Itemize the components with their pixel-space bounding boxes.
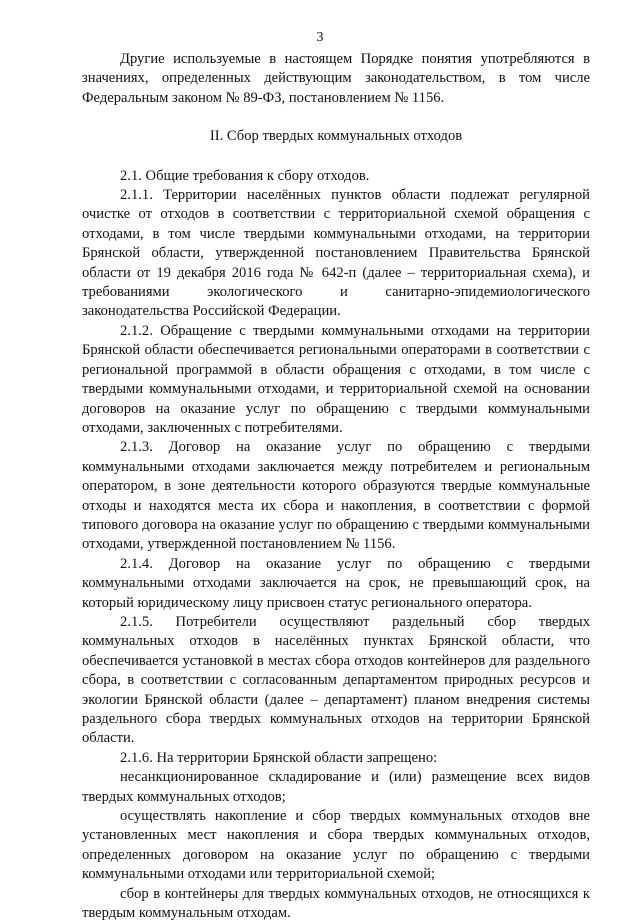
- paragraph-2-1-6: 2.1.6. На территории Брянской области запрещено:: [120, 749, 438, 766]
- paragraph-2-1: 2.1. Общие требования к сбору отходов.: [120, 167, 370, 184]
- prohibition-item: осуществлять накопление и сбор твердых коммунальных отходов вне установленных мест накопления и сбора твердых коммунальных отходов, определенных договором на оказание услуг по обращению с твердыми коммунальными отходами или территориальной схемой;: [82, 808, 590, 883]
- page-number: 3: [316, 30, 324, 45]
- section-heading: II. Сбор твердых коммунальных отходов: [209, 128, 463, 145]
- paragraph-2-1-4: 2.1.4. Договор на оказание услуг по обращению с твердыми коммунальными отходами заключается на срок, не превышающий срок, на который юридическому лицу присвоен статус регионального оператора.: [82, 555, 590, 611]
- intro-paragraph: Другие используемые в настоящем Порядке понятия употребляются в значениях, определенных действующим законодательством, в том числе Федеральным законом № 89-ФЗ, постановлением № 1156.: [82, 51, 590, 106]
- prohibition-item: несанкционированное складирование и (или) размещение всех видов твердых коммунальных отходов;: [82, 769, 590, 805]
- paragraph-2-1-2: 2.1.2. Обращение с твердыми коммунальными отходами на территории Брянской области обеспечивается региональными операторами в соответствии с региональной программой в области обращения с отходами, в том числе с твердыми коммунальными отходами, и территориальной схемой на основании договоров на оказание услуг по обращению с твердыми коммунальными отходами, заключенных с потребителями.: [82, 322, 590, 436]
- document-body: [82, 50, 590, 923]
- paragraph-2-1-3: 2.1.3. Договор на оказание услуг по обращению с твердыми коммунальными отходами заключается между потребителем и региональным оператором, в зоне деятельности которого образуются твердые коммунальные отходы и находятся места их сбора и накопления, в соответствии с формой типового договора на оказание услуг по обращению с твердыми коммунальными отходами, утвержденной постановлением № 1156.: [82, 439, 590, 553]
- prohibition-item: сбор в контейнеры для твердых коммунальных отходов, не относящихся к твердым коммунальным отходам.: [82, 885, 590, 922]
- paragraph-2-1-1: 2.1.1. Территории населённых пунктов области подлежат регулярной очистке от отходов в соответствии с территориальной схемой обращения с отходами, в том числе твердыми коммунальными отходами, на территории Брянской области, утвержденной постановлением Правительства Брянской области от 19 декабря 2016 года № 642-п (далее – территориальная схема), и требованиями экологического и санитарно-эпидемиологического законодательства Российской Федерации.: [82, 187, 590, 320]
- paragraph-2-1-5: 2.1.5. Потребители осуществляют раздельный сбор твердых коммунальных отходов в населённых пунктах Брянской области, что обеспечивается установкой в местах сбора отходов контейнеров для раздельного сбора, в соответствии с согласованным департаментом природных ресурсов и экологии Брянской области (далее – департамент) планом внедрения системы раздельного сбора твердых коммунальных отходов на территории Брянской области.: [82, 613, 590, 747]
